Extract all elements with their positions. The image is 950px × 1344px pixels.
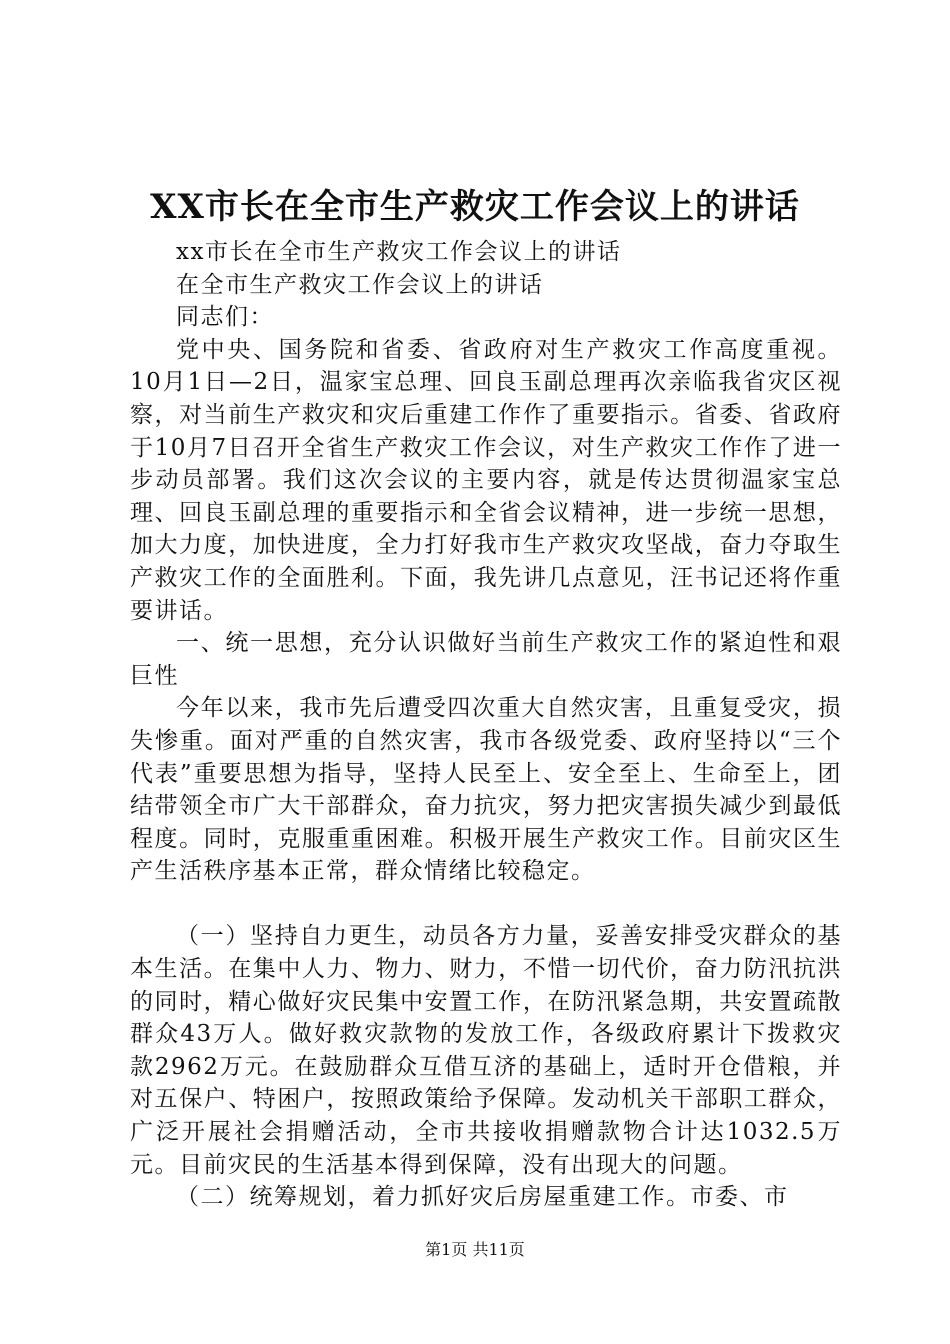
page-number-footer: 第1页 共11页 [425,1240,525,1259]
paragraph-disaster-overview: 今年以来，我市先后遭受四次重大自然灾害，且重复受灾，损失惨重。面对严重的自然灾害，我市各级党委、政府坚持以“三个代表”重要思想为指导，坚持人民至上、安全至上、生命至上，团结带领全市广大干部群众，奋力抗灾，努力把灾害损失减少到最低程度。同时，克服重重困难。积极开展生产救灾工作。目前灾区生产生活秩序基本正常，群众情绪比较稳定。 [130,695,842,885]
section-heading-1: 一、统一思想，充分认识做好当前生产救灾工作的紧迫性和艰巨性 [130,630,842,689]
paragraph-intro: 党中央、国务院和省委、省政府对生产救灾工作高度重视。10月1日—2日，温家宝总理、回良玉副总理再次亲临我省灾区视察，对当前生产救灾和灾后重建工作作了重要指示。省委、省政府于10月7日召开全省生产救灾工作会议，对生产救灾工作作了进一步动员部署。我们这次会议的主要内容，就是传达贯彻温家宝总理、回良玉副总理的重要指示和全省会议精神，进一步统一思想，加大力度，加快进度，全力打好我市生产救灾攻坚战，奋力夺取生产救灾工作的全面胜利。下面，我先讲几点意见，汪书记还将作重要讲话。 [130,336,842,624]
paragraph-subtitle-2: 在全市生产救灾工作会议上的讲话 [176,271,544,298]
document-title: XX市长在全市生产救灾工作会议上的讲话 [150,187,800,227]
paragraph-item-2: （二）统筹规划，着力抓好灾后房屋重建工作。市委、市 [176,1184,789,1211]
paragraph-subtitle-1: xx市长在全市生产救灾工作会议上的讲话 [176,239,622,265]
paragraph-salutation: 同志们： [176,304,274,331]
paragraph-item-1: （一）坚持自力更生，动员各方力量，妥善安排受灾群众的基本生活。在集中人力、物力、财力，不惜一切代价，奋力防汛抗洪的同时，精心做好灾民集中安置工作，在防汛紧急期，共安置疏散群众43万人。做好救灾款物的发放工作，各级政府累计下拨救灾款2962万元。在鼓励群众互借互济的基础上，适时开仓借粮，并对五保户、特困户，按照政策给予保障。发动机关干部职工群众，广泛开展社会捐赠活动，全市共接收捐赠款物合计达1032.5万元。目前灾民的生活基本得到保障，没有出现大的问题。 [130,923,842,1178]
document-body [130,236,842,1214]
